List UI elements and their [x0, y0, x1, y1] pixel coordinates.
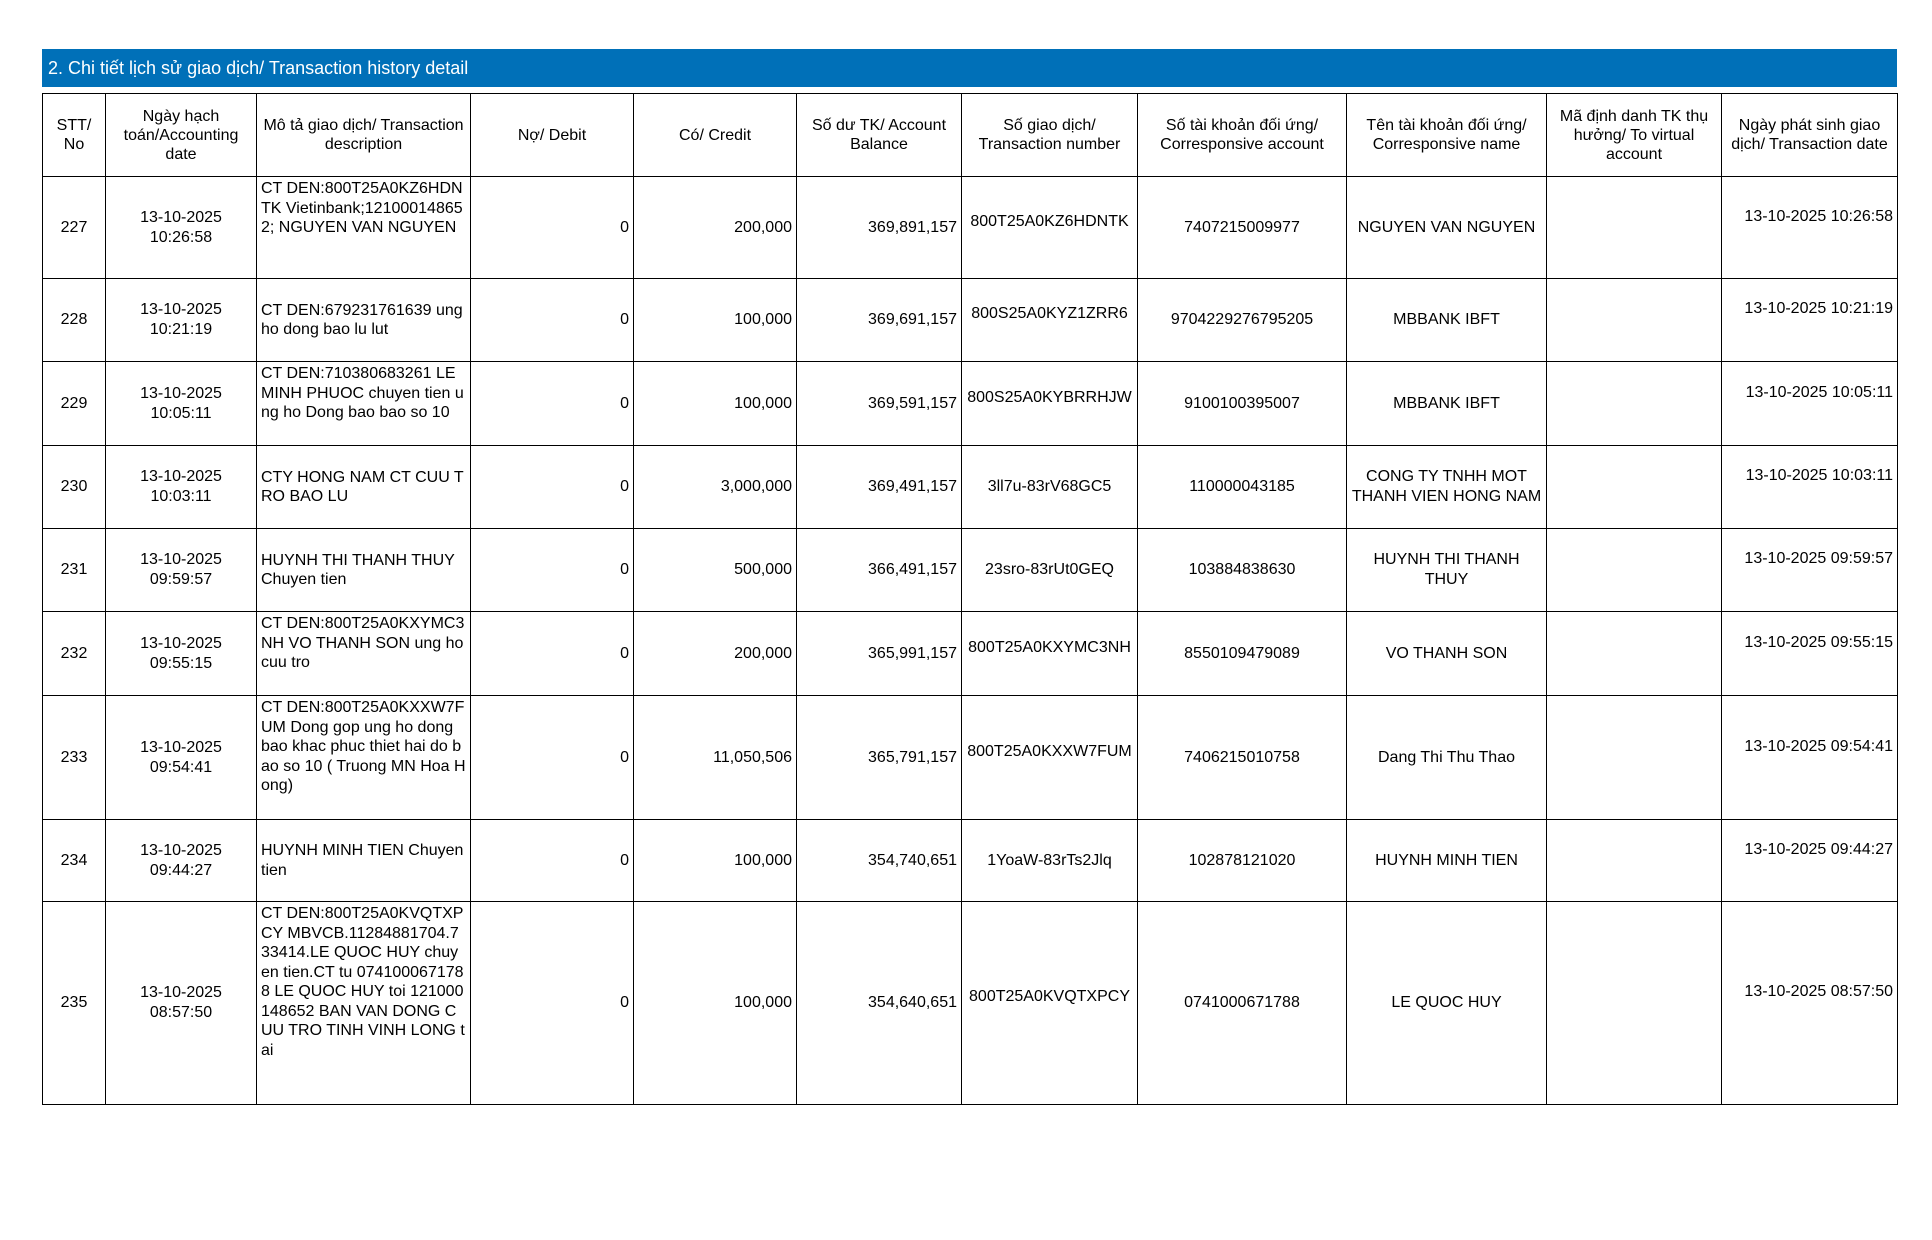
cell-description: CT DEN:800T25A0KZ6HDNTK Vietinbank;121000148652; NGUYEN VAN NGUYEN — [257, 177, 471, 279]
header-virtual-account: Mã định danh TK thụ hưởng/ To virtual account — [1547, 94, 1722, 177]
cell-debit: 0 — [471, 279, 634, 362]
cell-no: 231 — [43, 529, 106, 612]
cell-transaction-number: 800T25A0KVQTXPCY — [962, 902, 1138, 1105]
cell-balance: 369,891,157 — [797, 177, 962, 279]
cell-transaction-date: 13-10-2025 10:05:11 — [1722, 362, 1898, 446]
table-header-row — [43, 94, 1898, 177]
table-row — [43, 446, 1898, 529]
cell-virtual-account — [1547, 820, 1722, 902]
cell-no: 227 — [43, 177, 106, 279]
cell-debit: 0 — [471, 446, 634, 529]
cell-transaction-number: 800S25A0KYBRRHJW — [962, 362, 1138, 446]
cell-transaction-date: 13-10-2025 09:55:15 — [1722, 612, 1898, 696]
header-transaction-number: Số giao dịch/ Transaction number — [962, 94, 1138, 177]
cell-description: CT DEN:800T25A0KXXW7FUM Dong gop ung ho dong bao khac phuc thiet hai do bao so 10 ( Truong MN Hoa Hong) — [257, 696, 471, 820]
cell-corresponsive-name: CONG TY TNHH MOT THANH VIEN HONG NAM — [1347, 446, 1547, 529]
cell-credit: 100,000 — [634, 820, 797, 902]
cell-accounting-date: 13-10-2025 09:55:15 — [106, 612, 257, 696]
cell-no: 232 — [43, 612, 106, 696]
cell-transaction-date: 13-10-2025 09:44:27 — [1722, 820, 1898, 902]
cell-debit: 0 — [471, 362, 634, 446]
cell-no: 234 — [43, 820, 106, 902]
cell-corresponsive-account: 7406215010758 — [1138, 696, 1347, 820]
cell-virtual-account — [1547, 902, 1722, 1105]
cell-debit: 0 — [471, 820, 634, 902]
cell-virtual-account — [1547, 612, 1722, 696]
table-row — [43, 820, 1898, 902]
cell-transaction-date: 13-10-2025 08:57:50 — [1722, 902, 1898, 1105]
table-row — [43, 529, 1898, 612]
cell-accounting-date: 13-10-2025 10:03:11 — [106, 446, 257, 529]
cell-balance: 369,591,157 — [797, 362, 962, 446]
cell-corresponsive-name: Dang Thi Thu Thao — [1347, 696, 1547, 820]
cell-balance: 365,991,157 — [797, 612, 962, 696]
cell-corresponsive-name: MBBANK IBFT — [1347, 362, 1547, 446]
cell-accounting-date: 13-10-2025 10:26:58 — [106, 177, 257, 279]
cell-corresponsive-name: LE QUOC HUY — [1347, 902, 1547, 1105]
cell-virtual-account — [1547, 529, 1722, 612]
cell-accounting-date: 13-10-2025 09:59:57 — [106, 529, 257, 612]
cell-credit: 100,000 — [634, 362, 797, 446]
header-description: Mô tả giao dịch/ Transaction description — [257, 94, 471, 177]
cell-corresponsive-account: 103884838630 — [1138, 529, 1347, 612]
table-row — [43, 612, 1898, 696]
cell-corresponsive-account: 7407215009977 — [1138, 177, 1347, 279]
cell-credit: 100,000 — [634, 902, 797, 1105]
cell-credit: 500,000 — [634, 529, 797, 612]
cell-transaction-number: 800S25A0KYZ1ZRR6 — [962, 279, 1138, 362]
header-accounting-date: Ngày hạch toán/Accounting date — [106, 94, 257, 177]
cell-accounting-date: 13-10-2025 09:54:41 — [106, 696, 257, 820]
table-row — [43, 696, 1898, 820]
cell-debit: 0 — [471, 902, 634, 1105]
cell-virtual-account — [1547, 279, 1722, 362]
cell-transaction-number: 800T25A0KXXW7FUM — [962, 696, 1138, 820]
cell-description: CTY HONG NAM CT CUU TRO BAO LU — [257, 446, 471, 529]
cell-transaction-number: 3ll7u-83rV68GC5 — [962, 446, 1138, 529]
cell-accounting-date: 13-10-2025 08:57:50 — [106, 902, 257, 1105]
cell-description: HUYNH THI THANH THUY Chuyen tien — [257, 529, 471, 612]
cell-credit: 100,000 — [634, 279, 797, 362]
cell-no: 230 — [43, 446, 106, 529]
cell-transaction-date: 13-10-2025 09:54:41 — [1722, 696, 1898, 820]
cell-transaction-date: 13-10-2025 09:59:57 — [1722, 529, 1898, 612]
cell-virtual-account — [1547, 696, 1722, 820]
cell-transaction-date: 13-10-2025 10:03:11 — [1722, 446, 1898, 529]
cell-no: 235 — [43, 902, 106, 1105]
header-balance: Số dư TK/ Account Balance — [797, 94, 962, 177]
cell-corresponsive-name: MBBANK IBFT — [1347, 279, 1547, 362]
cell-transaction-number: 800T25A0KXYMC3NH — [962, 612, 1138, 696]
cell-transaction-number: 800T25A0KZ6HDNTK — [962, 177, 1138, 279]
cell-corresponsive-name: HUYNH MINH TIEN — [1347, 820, 1547, 902]
cell-description: CT DEN:800T25A0KVQTXPCY MBVCB.11284881704.733414.LE QUOC HUY chuyen tien.CT tu 0741000671788 LE QUOC HUY toi 121000148652 BAN VAN DONG CUU TRO TINH VINH LONG tai — [257, 902, 471, 1105]
cell-debit: 0 — [471, 177, 634, 279]
header-credit: Có/ Credit — [634, 94, 797, 177]
cell-no: 229 — [43, 362, 106, 446]
table-row — [43, 279, 1898, 362]
cell-corresponsive-account: 9704229276795205 — [1138, 279, 1347, 362]
cell-credit: 200,000 — [634, 612, 797, 696]
cell-balance: 369,491,157 — [797, 446, 962, 529]
cell-accounting-date: 13-10-2025 10:21:19 — [106, 279, 257, 362]
cell-corresponsive-name: HUYNH THI THANH THUY — [1347, 529, 1547, 612]
table-row — [43, 902, 1898, 1105]
table-row — [43, 177, 1898, 279]
header-transaction-date: Ngày phát sinh giao dịch/ Transaction date — [1722, 94, 1898, 177]
section-title: 2. Chi tiết lịch sử giao dịch/ Transaction history detail — [42, 49, 1897, 87]
cell-description: CT DEN:710380683261 LE MINH PHUOC chuyen tien ung ho Dong bao bao so 10 — [257, 362, 471, 446]
cell-no: 228 — [43, 279, 106, 362]
cell-transaction-number: 1YoaW-83rTs2Jlq — [962, 820, 1138, 902]
cell-transaction-date: 13-10-2025 10:21:19 — [1722, 279, 1898, 362]
table-row — [43, 362, 1898, 446]
cell-transaction-number: 23sro-83rUt0GEQ — [962, 529, 1138, 612]
header-corresponsive-name: Tên tài khoản đối ứng/ Corresponsive name — [1347, 94, 1547, 177]
cell-debit: 0 — [471, 612, 634, 696]
cell-balance: 366,491,157 — [797, 529, 962, 612]
cell-debit: 0 — [471, 696, 634, 820]
cell-corresponsive-name: VO THANH SON — [1347, 612, 1547, 696]
cell-corresponsive-name: NGUYEN VAN NGUYEN — [1347, 177, 1547, 279]
header-no: STT/ No — [43, 94, 106, 177]
cell-no: 233 — [43, 696, 106, 820]
cell-debit: 0 — [471, 529, 634, 612]
cell-description: CT DEN:800T25A0KXYMC3NH VO THANH SON ung ho cuu tro — [257, 612, 471, 696]
cell-balance: 354,740,651 — [797, 820, 962, 902]
header-debit: Nợ/ Debit — [471, 94, 634, 177]
cell-corresponsive-account: 8550109479089 — [1138, 612, 1347, 696]
cell-credit: 3,000,000 — [634, 446, 797, 529]
cell-balance: 354,640,651 — [797, 902, 962, 1105]
cell-credit: 200,000 — [634, 177, 797, 279]
cell-description: HUYNH MINH TIEN Chuyen tien — [257, 820, 471, 902]
cell-description: CT DEN:679231761639 ung ho dong bao lu lut — [257, 279, 471, 362]
cell-virtual-account — [1547, 362, 1722, 446]
cell-accounting-date: 13-10-2025 09:44:27 — [106, 820, 257, 902]
cell-corresponsive-account: 9100100395007 — [1138, 362, 1347, 446]
cell-corresponsive-account: 102878121020 — [1138, 820, 1347, 902]
cell-corresponsive-account: 110000043185 — [1138, 446, 1347, 529]
cell-transaction-date: 13-10-2025 10:26:58 — [1722, 177, 1898, 279]
cell-virtual-account — [1547, 177, 1722, 279]
header-corresponsive-account: Số tài khoản đối ứng/ Corresponsive account — [1138, 94, 1347, 177]
cell-credit: 11,050,506 — [634, 696, 797, 820]
cell-balance: 369,691,157 — [797, 279, 962, 362]
cell-corresponsive-account: 0741000671788 — [1138, 902, 1347, 1105]
cell-balance: 365,791,157 — [797, 696, 962, 820]
transaction-table — [42, 93, 1898, 1105]
cell-virtual-account — [1547, 446, 1722, 529]
cell-accounting-date: 13-10-2025 10:05:11 — [106, 362, 257, 446]
